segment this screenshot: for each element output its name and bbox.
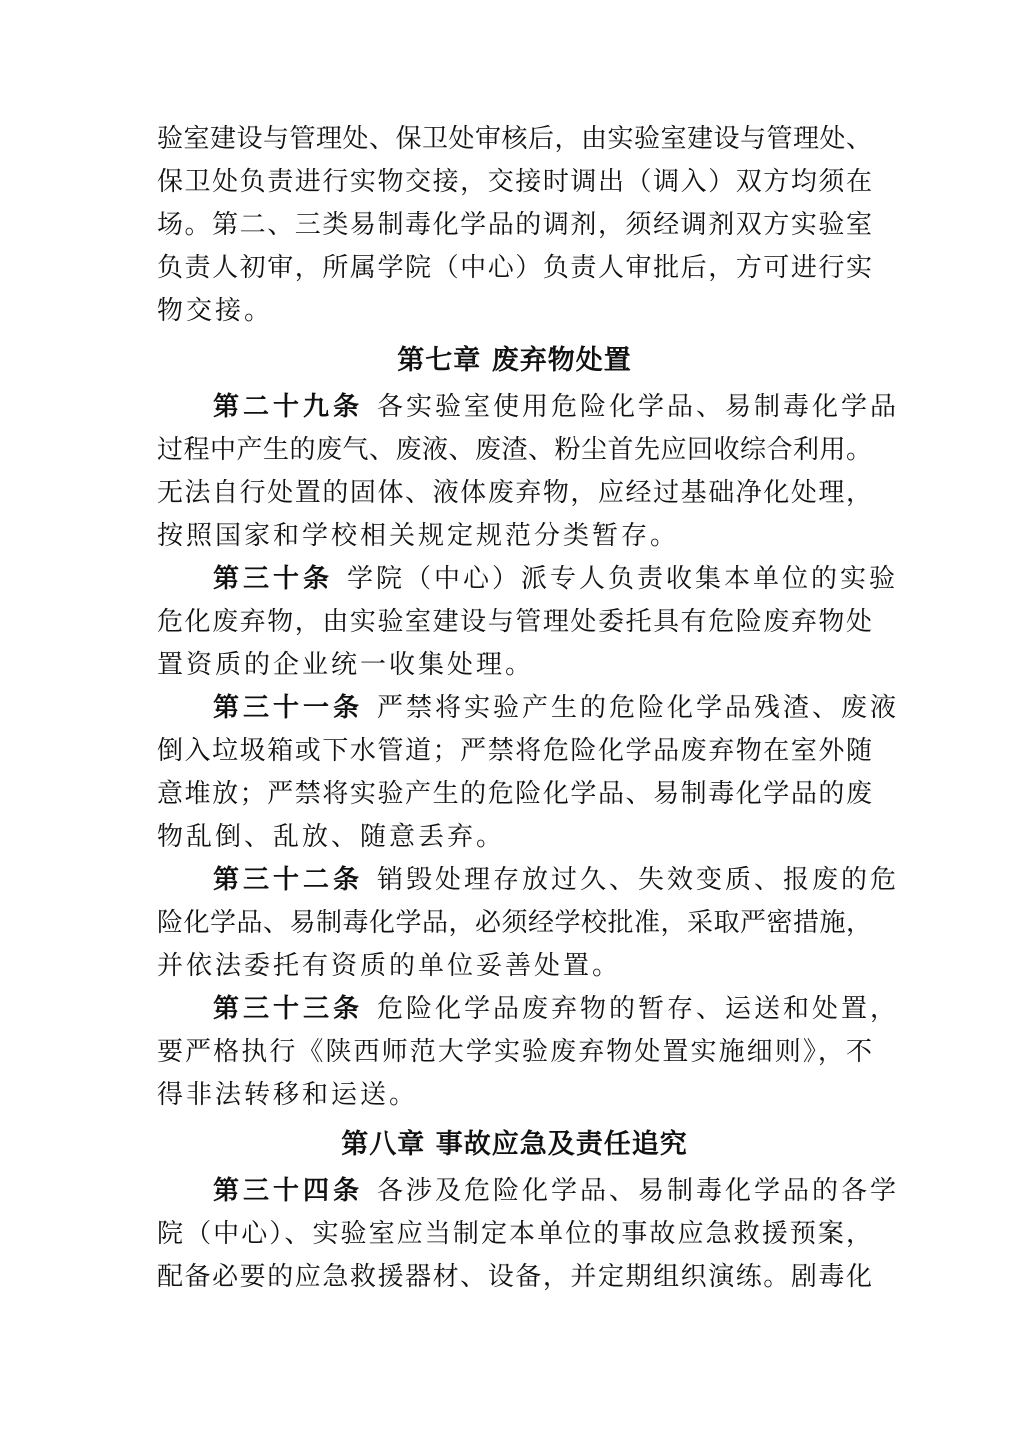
- article-text: 各涉及危险化学品、易制毒化学品的各学: [377, 1176, 900, 1206]
- article-first-line: [157, 988, 900, 1031]
- article-29: [157, 386, 900, 558]
- article-33: [157, 988, 900, 1117]
- text-line: 要严格执行《陕西师范大学实验废弃物处置实施细则》，不: [157, 1037, 872, 1067]
- text-line: 险化学品、易制毒化学品，必须经学校批准，采取严密措施，: [157, 908, 872, 938]
- article-first-line: [157, 386, 900, 429]
- text-line: 无法自行处置的固体、液体废弃物，应经过基础净化处理，: [157, 478, 872, 508]
- text-line: 验室建设与管理处、保卫处审核后，由实验室建设与管理处、: [157, 124, 872, 154]
- article-text: 各实验室使用危险化学品、易制毒化学品: [377, 392, 900, 422]
- text-line: 倒入垃圾箱或下水管道；严禁将危险化学品废弃物在室外随: [157, 736, 872, 766]
- article-label: 第三十三条: [213, 994, 364, 1024]
- article-first-line: [157, 859, 900, 902]
- article-31: [157, 687, 900, 859]
- chapter-heading: 第七章 废弃物处置: [397, 345, 632, 376]
- article-text: 销毁处理存放过久、失效变质、报废的危: [377, 865, 900, 895]
- text-line: 意堆放；严禁将实验产生的危险化学品、易制毒化学品的废: [157, 779, 872, 809]
- article-first-line: [157, 1170, 900, 1213]
- text-line: 并依法委托有资质的单位妥善处置。: [157, 951, 622, 981]
- text-line: 得非法转移和运送。: [157, 1080, 419, 1110]
- document-page: [157, 118, 900, 1299]
- article-label: 第三十条: [213, 564, 334, 594]
- article-text: 危险化学品废弃物的暂存、运送和处置，: [377, 994, 900, 1024]
- article-32: [157, 859, 900, 988]
- text-line: 物交接。: [157, 296, 274, 326]
- article-first-line: [157, 687, 900, 730]
- chapter-heading: 第八章 事故应急及责任追究: [341, 1129, 688, 1160]
- article-text: 严禁将实验产生的危险化学品残渣、废液: [377, 693, 900, 723]
- article-label: 第二十九条: [213, 392, 364, 422]
- text-line: 过程中产生的废气、废液、废渣、粉尘首先应回收综合利用。: [157, 435, 872, 465]
- text-line: 物乱倒、乱放、随意丢弃。: [157, 822, 506, 852]
- text-line: 场。第二、三类易制毒化学品的调剂，须经调剂双方实验室: [157, 210, 872, 240]
- continuation-paragraph: [157, 118, 872, 333]
- article-34: [157, 1170, 900, 1299]
- text-line: 保卫处负责进行实物交接，交接时调出（调入）双方均须在: [157, 167, 872, 197]
- article-label: 第三十四条: [213, 1176, 364, 1206]
- text-line: 配备必要的应急救援器材、设备，并定期组织演练。剧毒化: [157, 1262, 872, 1292]
- text-line: 院（中心）、实验室应当制定本单位的事故应急救援预案，: [157, 1219, 872, 1249]
- article-label: 第三十一条: [213, 693, 364, 723]
- text-line: 危化废弃物，由实验室建设与管理处委托具有危险废弃物处: [157, 607, 872, 637]
- article-30: [157, 558, 899, 687]
- article-text: 学院（中心）派专人负责收集本单位的实验: [347, 564, 899, 594]
- article-label: 第三十二条: [213, 865, 364, 895]
- article-first-line: [157, 558, 899, 601]
- text-line: 置资质的企业统一收集处理。: [157, 650, 535, 680]
- text-line: 负责人初审，所属学院（中心）负责人审批后，方可进行实: [157, 253, 872, 283]
- text-line: 按照国家和学校相关规定规范分类暂存。: [157, 521, 680, 551]
